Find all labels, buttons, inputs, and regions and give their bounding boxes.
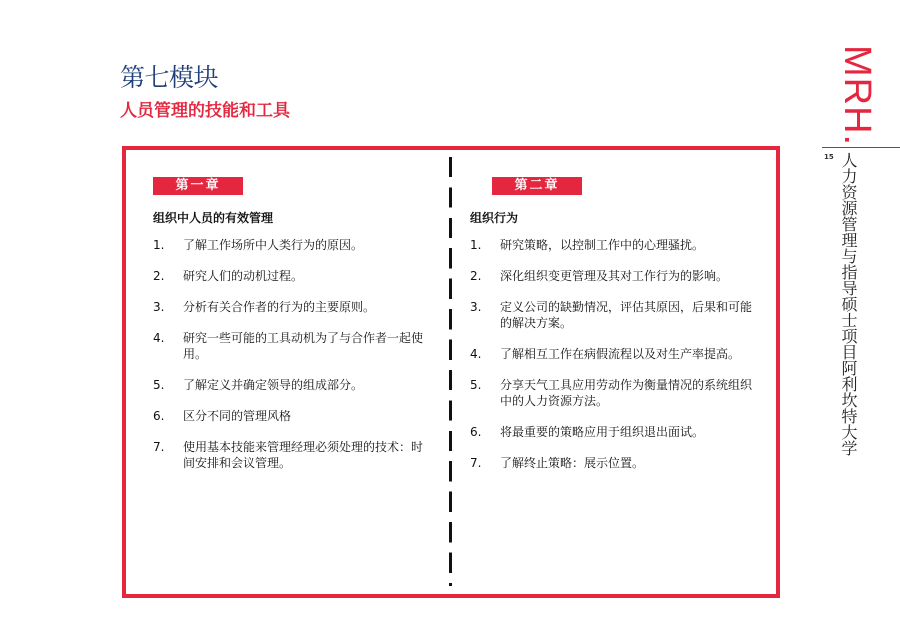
list-item xyxy=(470,455,755,471)
list-item xyxy=(153,268,433,284)
item-number: 7. xyxy=(470,456,482,470)
item-text: 区分不同的管理风格 xyxy=(183,409,292,423)
item-text: 了解相互工作在病假流程以及对生产率提高。 xyxy=(500,347,741,361)
list-item xyxy=(153,408,433,424)
item-text: 使用基本技能来管理经理必须处理的技术：时间安排和会议管理。 xyxy=(183,440,424,470)
item-text: 深化组织变更管理及其对工作行为的影响。 xyxy=(500,269,729,283)
list-item xyxy=(470,424,755,440)
item-text: 了解终止策略：展示位置。 xyxy=(500,456,645,470)
list-item xyxy=(153,330,433,362)
item-number: 1. xyxy=(470,238,482,252)
item-number: 2. xyxy=(153,269,165,283)
chapter-divider xyxy=(449,160,452,586)
chapter-two-heading: 组织行为 xyxy=(470,211,519,225)
module-title: 第七模块 xyxy=(120,63,219,92)
page-number: 15 xyxy=(824,153,834,161)
mrh-logo: MRH. xyxy=(836,45,878,147)
list-item xyxy=(470,237,755,253)
item-text: 研究一些可能的工具动机为了与合作者一起使用。 xyxy=(183,331,424,361)
item-number: 5. xyxy=(470,378,482,392)
item-number: 1. xyxy=(153,238,165,252)
list-item xyxy=(153,299,433,315)
chapter-one-heading: 组织中人员的有效管理 xyxy=(153,211,274,225)
chapter-two-badge: 第二章 xyxy=(492,177,582,195)
program-vertical-title: 人力资源管理与指导硕士项目阿利坎特大学 xyxy=(839,152,858,456)
item-number: 3. xyxy=(153,300,165,314)
item-text: 分享天气工具应用劳动作为衡量情况的系统组织中的人力资源方法。 xyxy=(500,378,753,408)
list-item xyxy=(470,377,755,409)
item-number: 6. xyxy=(470,425,482,439)
item-number: 4. xyxy=(470,347,482,361)
item-number: 7. xyxy=(153,440,165,454)
list-item xyxy=(470,346,755,362)
chapter-one xyxy=(153,174,433,486)
item-text: 定义公司的缺勤情况，评估其原因，后果和可能的解决方案。 xyxy=(500,300,753,330)
item-number: 6. xyxy=(153,409,165,423)
item-number: 5. xyxy=(153,378,165,392)
chapter-two xyxy=(470,174,755,486)
item-text: 将最重要的策略应用于组织退出面试。 xyxy=(500,425,705,439)
list-item xyxy=(153,237,433,253)
item-number: 4. xyxy=(153,331,165,345)
item-text: 研究策略，以控制工作中的心理骚扰。 xyxy=(500,238,705,252)
chapter-one-list xyxy=(153,237,433,471)
list-item xyxy=(153,439,433,471)
item-number: 2. xyxy=(470,269,482,283)
list-item xyxy=(153,377,433,393)
logo-divider xyxy=(822,147,900,148)
chapter-one-badge: 第一章 xyxy=(153,177,243,195)
item-text: 了解定义并确定领导的组成部分。 xyxy=(183,378,364,392)
item-text: 分析有关合作者的行为的主要原则。 xyxy=(183,300,376,314)
module-subtitle: 人员管理的技能和工具 xyxy=(120,101,290,121)
list-item xyxy=(470,268,755,284)
chapter-two-list xyxy=(470,237,755,471)
item-text: 研究人们的动机过程。 xyxy=(183,269,304,283)
item-text: 了解工作场所中人类行为的原因。 xyxy=(183,238,364,252)
list-item xyxy=(470,299,755,331)
item-number: 3. xyxy=(470,300,482,314)
